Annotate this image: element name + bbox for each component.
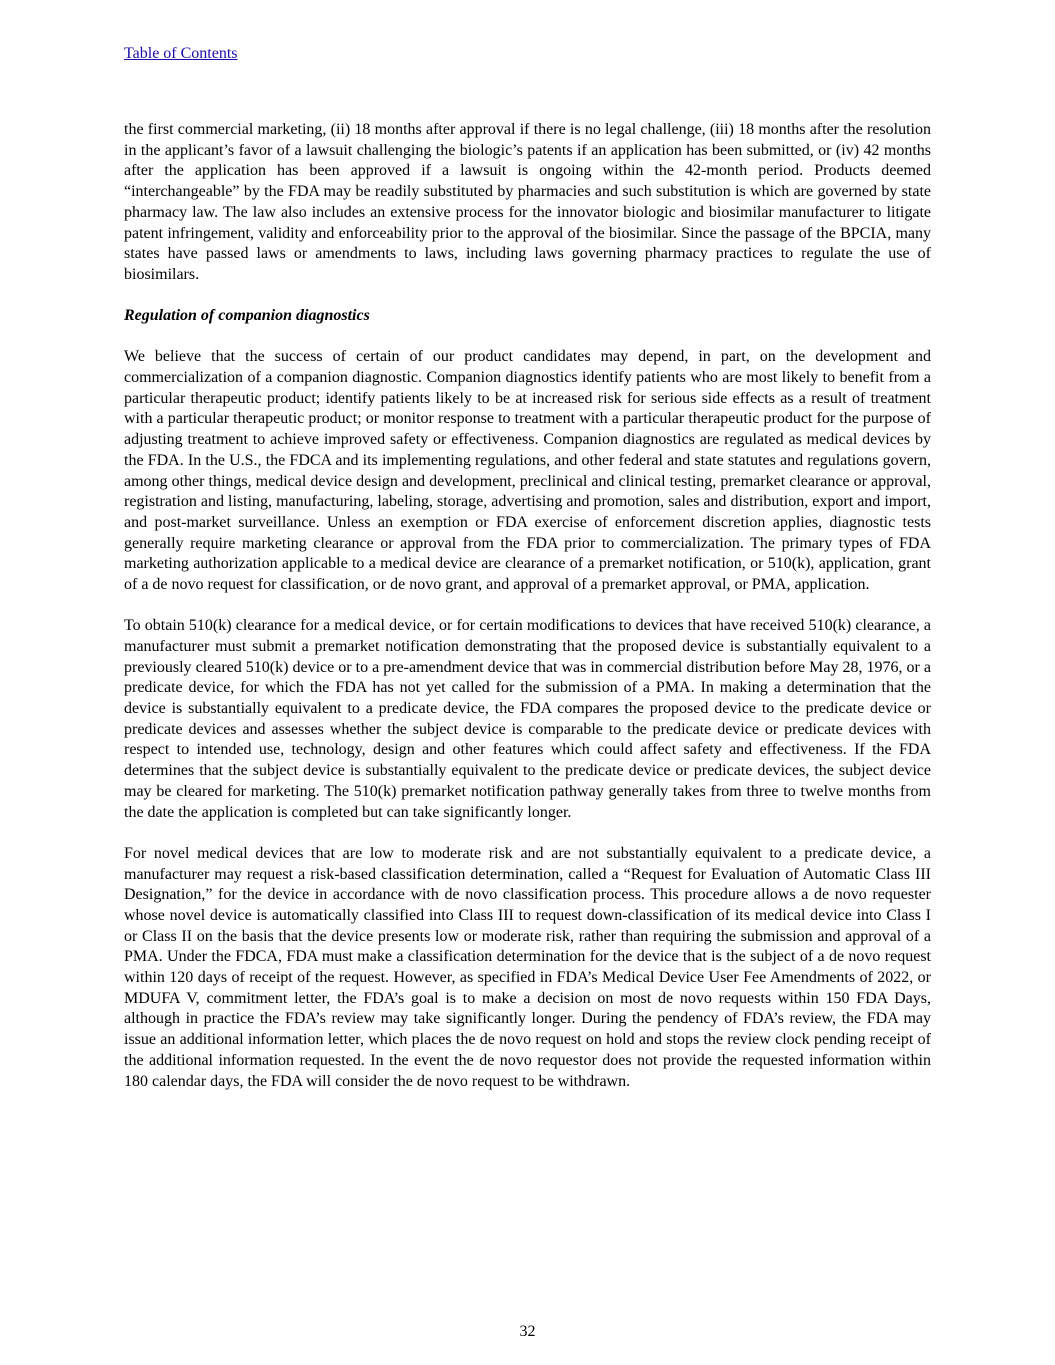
- table-of-contents-link[interactable]: Table of Contents: [124, 45, 238, 62]
- paragraph-companion-diagnostics: We believe that the success of certain of our product candidates may depend, in part, on the development and commercialization of a companion diagnostic. Companion diagnostics identify patients who are most likely to benefit from a particular therapeutic product; identify patients likely to be at increased risk for serious side effects as a result of treatment with a particular therapeutic product; or monitor response to treatment with a particular therapeutic product for the purpose of adjusting treatment to achieve improved safety or effectiveness. Companion diagnostics are regulated as medical devices by the FDA. In the U.S., the FDCA and its implementing regulations, and other federal and state statutes and regulations govern, among other things, medical device design and development, preclinical and clinical testing, premarket clearance or approval, registration and listing, manufacturing, labeling, storage, advertising and promotion, sales and distribution, export and import, and post-market surveillance. Unless an exemption or FDA exercise of enforcement discretion applies, diagnostic tests generally require marketing clearance or approval from the FDA prior to commercialization. The primary types of FDA marketing authorization applicable to a medical device are clearance of a premarket notification, or 510(k), application, grant of a de novo request for classification, or de novo grant, and approval of a premarket approval, or PMA, application.: [124, 348, 931, 594]
- section-heading-companion-diagnostics: Regulation of companion diagnostics: [124, 307, 370, 325]
- paragraph-biosimilar-exclusivity: the first commercial marketing, (ii) 18 months after approval if there is no legal challenge, (iii) 18 months after the resolution in the applicant’s favor of a lawsuit challenging the biologic’s patents if an application has been submitted, or (iv) 42 months after the application has been approved if a lawsuit is ongoing within the 42-month period. Products deemed “interchangeable” by the FDA may be readily substituted by pharmacies and such substitution is which are governed by state pharmacy law. The law also includes an extensive process for the innovator biologic and biosimilar manufacturer to litigate patent infringement, validity and enforceability prior to the approval of the biosimilar. Since the passage of the BPCIA, many states have passed laws or amendments to laws, including laws governing pharmacy practices to regulate the use of biosimilars.: [124, 121, 931, 283]
- page-body: [124, 120, 931, 1113]
- page-number: 32: [519, 1323, 536, 1340]
- paragraph-510k-clearance: To obtain 510(k) clearance for a medical device, or for certain modifications to devices that have received 510(k) clearance, a manufacturer must submit a premarket notification demonstrating that the proposed device is substantially equivalent to a previously cleared 510(k) device or to a pre-amendment device that was in commercial distribution before May 28, 1976, or a predicate device, for which the FDA has not yet called for the submission of a PMA. In making a determination that the device is substantially equivalent to a predicate device, the FDA compares the proposed device to the predicate device or predicate devices and assesses whether the subject device is comparable to the predicate device or predicate devices with respect to intended use, technology, design and other features which could affect safety and effectiveness. If the FDA determines that the subject device is substantially equivalent to the predicate device or predicate devices, the subject device may be cleared for marketing. The 510(k) premarket notification pathway generally takes from three to twelve months from the date the application is completed but can take significantly longer.: [124, 617, 931, 821]
- paragraph-de-novo: For novel medical devices that are low to moderate risk and are not substantially equivalent to a predicate device, a manufacturer may request a risk-based classification determination, called a “Request for Evaluation of Automatic Class III Designation,” for the device in accordance with de novo classification process. This procedure allows a de novo requester whose novel device is automatically classified into Class III to request down-classification of its medical device into Class I or Class II on the basis that the device presents low or moderate risk, rather than requiring the submission and approval of a PMA. Under the FDCA, FDA must make a classification determination for the device that is the subject of a de novo request within 120 days of receipt of the request. However, as specified in FDA’s Medical Device User Fee Amendments of 2022, or MDUFA V, commitment letter, the FDA’s goal is to make a decision on most de novo requests within 150 FDA Days, although in practice the FDA’s review may take significantly longer. During the pendency of FDA’s review, the FDA may issue an additional information letter, which places the de novo request on hold and stops the review clock pending receipt of the additional information requested. In the event the de novo requestor does not provide the requested information within 180 calendar days, the FDA will consider the de novo request to be withdrawn.: [124, 844, 931, 1090]
